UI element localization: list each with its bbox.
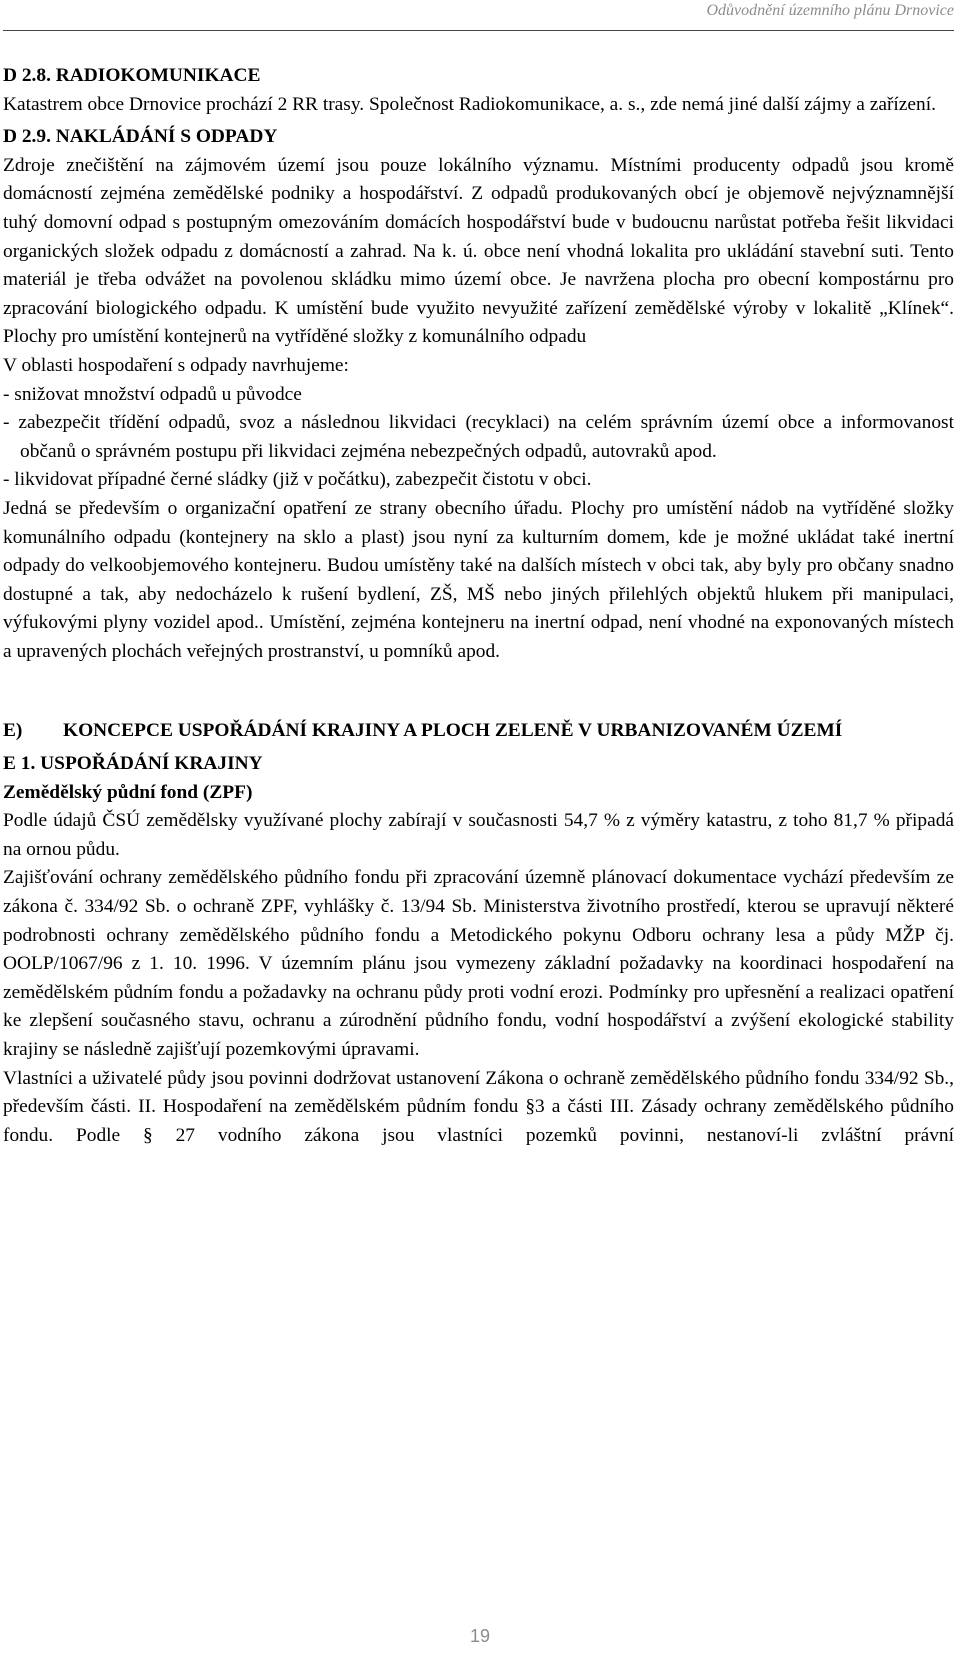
chapter-title: KONCEPCE USPOŘÁDÁNÍ KRAJINY A PLOCH ZELENĚ V URBANIZOVANÉM ÚZEMÍ: [63, 720, 843, 742]
chapter-number: E): [3, 720, 23, 742]
running-header: Odůvodnění územního plánu Drnovice: [706, 2, 954, 19]
section-heading-d29: D 2.9. NAKLÁDÁNÍ S ODPADY: [3, 126, 278, 148]
page-number: 19: [469, 1626, 491, 1646]
paragraph-radiokomunikace: Katastrem obce Drnovice prochází 2 RR trasy. Společnost Radiokomunikace, a. s., zde nemá jiné další zájmy a zařízení.: [3, 93, 936, 115]
page-content: [3, 62, 954, 1150]
paragraph-zpf-1: Podle údajů ČSÚ zemědělsky využívané plochy zabírají v současnosti 54,7 % z výměry katastru, z toho 81,7 % připadá na ornou půdu.: [3, 810, 954, 860]
bullet-item: - snižovat množství odpadů u původce: [3, 383, 302, 405]
paragraph-odpady-intro: V oblasti hospodaření s odpady navrhujeme:: [3, 354, 349, 376]
paragraph-zpf-3: Vlastníci a uživatelé půdy jsou povinni dodržovat ustanovení Zákona o ochraně zemědělského půdního fondu 334/92 Sb., především části. II. Hospodaření na zemědělském půdním fondu §3 a části III. Zásady ochrany zemědělského půdního fondu. Podle § 27 vodního zákona jsou vlastníci pozemků povinni, nestanoví-li zvláštní právní: [3, 1067, 954, 1146]
bullet-item: - zabezpečit třídění odpadů, svoz a následnou likvidaci (recyklaci) na celém správním území obce a informovanost občanů o správném postupu při likvidaci zejména nebezpečných odpadů, autovraků apod.: [3, 412, 954, 462]
paragraph-odpady-2: Jedná se především o organizační opatření ze strany obecního úřadu. Plochy pro umístění nádob na vytříděné složky komunálního odpadu (kontejnery na sklo a plast) jsou nyní za kulturním domem, kde je možné ukládat také inertní odpady do velkoobjemového kontejneru. Budou umístěny také na dalších místech v obci tak, aby byly pro občany snadno dostupné a tak, aby nedocházelo k rušení bydlení, ZŠ, MŠ nebo jiných přilehlých objektů hlukem při manipulaci, výfukovými plyny vozidel apod.. Umístění, zejména kontejneru na inertní odpad, není vhodné na exponovaných místech a upravených plochách veřejných prostranství, u pomníků apod.: [3, 497, 954, 662]
header-rule: [3, 30, 954, 31]
paragraph-zpf-2: Zajišťování ochrany zemědělského půdního fondu při zpracování územně plánovací dokumentace vychází především ze zákona č. 334/92 Sb. o ochraně ZPF, vyhlášky č. 13/94 Sb. Ministerstva životního prostředí, kterou se upravují některé podrobnosti ochrany zemědělského půdního fondu a Metodického pokynu Odboru ochrany lesa a půdy MŽP čj. OOLP/1067/96 z 1. 10. 1996. V územním plánu jsou vymezeny základní požadavky na koordinaci hospodaření na zemědělském půdním fondu a požadavky na ochranu půdy proti vodní erozi. Podmínky pro upřesnění a realizaci opatření ke zlepšení současného stavu, ochranu a zúrodnění půdního fondu, vodní hospodářství a zvýšení ekologické stability krajiny se následně zajišťují pozemkovými úpravami.: [3, 867, 954, 1060]
section-heading-d28: D 2.8. RADIOKOMUNIKACE: [3, 65, 261, 86]
chapter-heading-e: [3, 717, 954, 746]
section-heading-e1: E 1. USPOŘÁDÁNÍ KRAJINY: [3, 753, 263, 775]
spacer: [3, 666, 954, 717]
paragraph-odpady-1: Zdroje znečištění na zájmovém území jsou pouze lokálního významu. Místními producenty odpadů jsou kromě domácností zejména zemědělské podniky a hospodářství. Z odpadů produkovaných obcí je objemově nejvýznamnější tuhý domovní odpad s postupným omezováním domácích hospodářství bude v budoucnu narůstat potřeba řešit likvidaci organických složek odpadu z domácností a zahrad. Na k. ú. obce není vhodná lokalita pro ukládání stavební suti. Tento materiál je třeba odvážet na povolenou skládku mimo území obce. Je navržena plocha pro obecní kompostárnu pro zpracování biologického odpadu. K umístění bude využito nevyužité zařízení zemědělské výroby v lokalitě „Klínek“. Plochy pro umístění kontejnerů na vytříděné složky z komunálního odpadu: [3, 154, 954, 348]
subheading-zpf: Zemědělský půdní fond (ZPF): [3, 781, 253, 803]
bullet-item: - likvidovat případné černé sládky (již v počátku), zabezpečit čistotu v obci.: [3, 469, 592, 491]
